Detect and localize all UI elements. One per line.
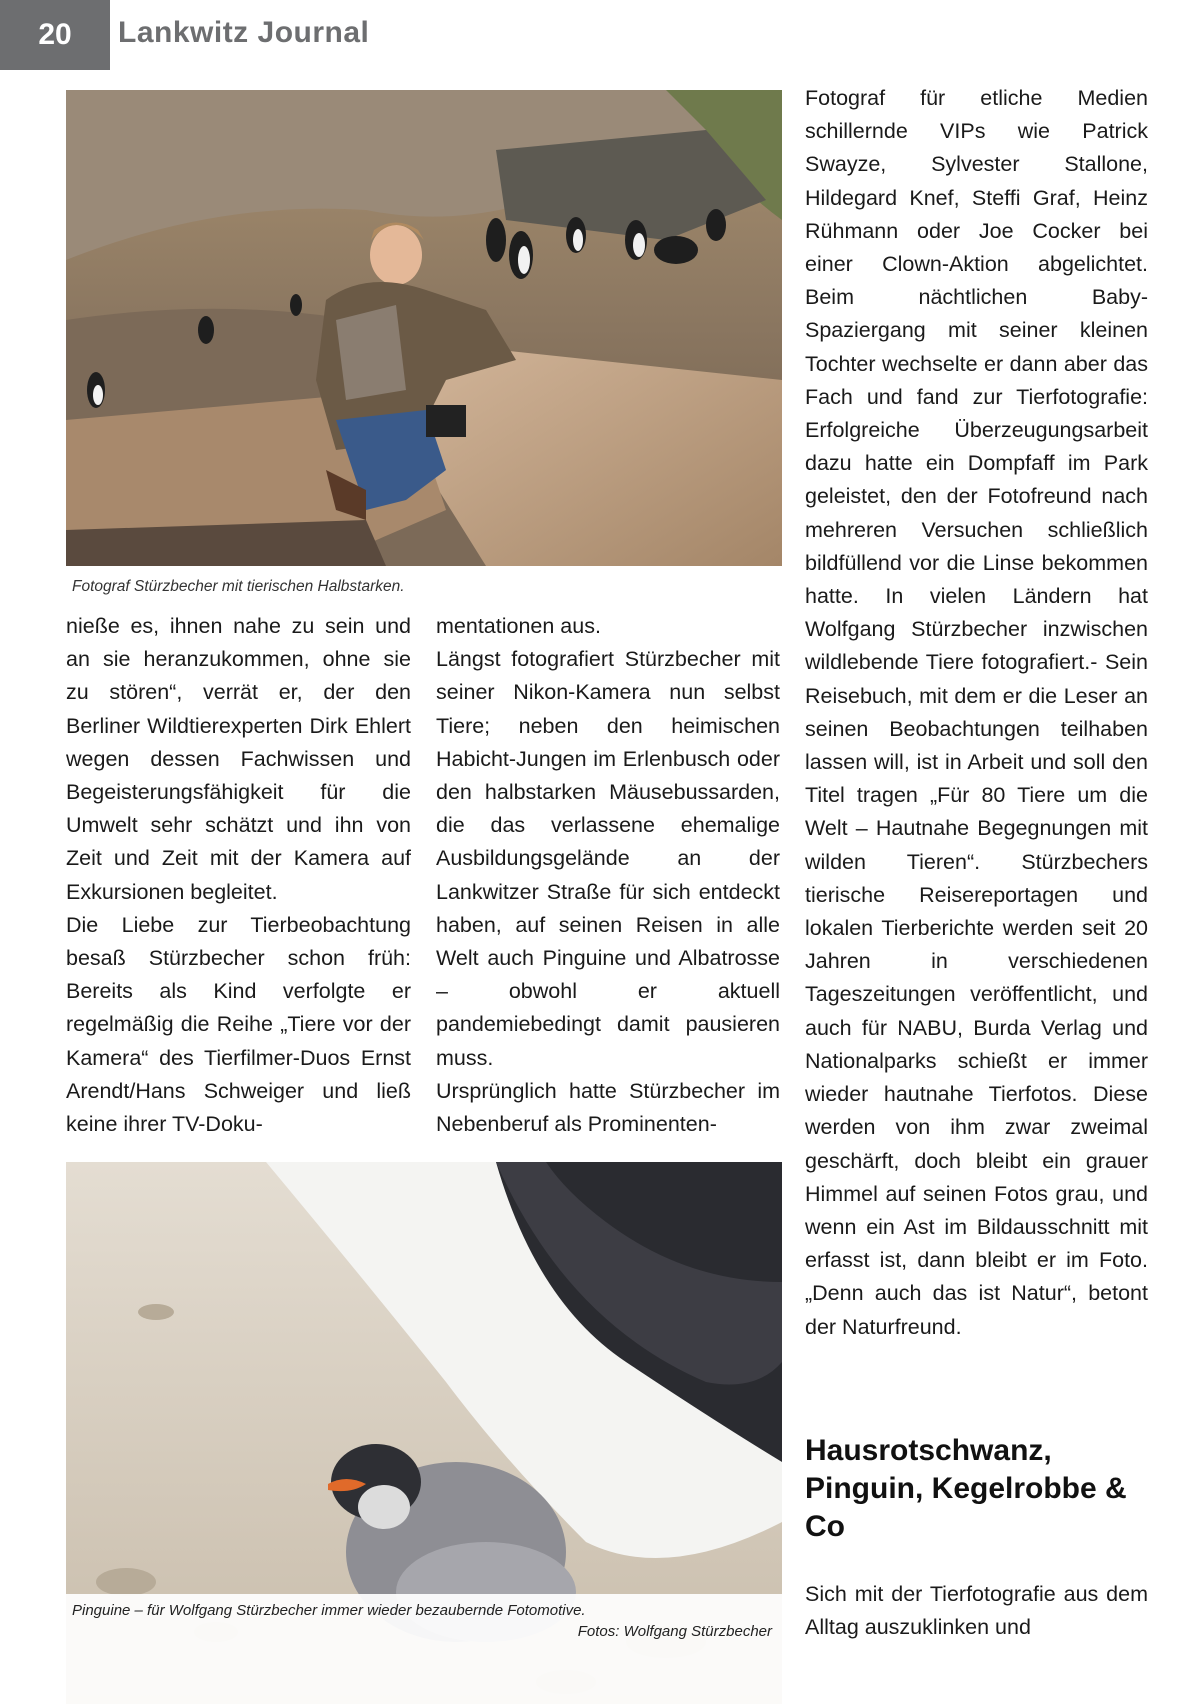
- photo2-caption: [72, 1602, 772, 1640]
- column2-paragraph-3: Ursprünglich hatte Stürzbecher im Nebenberuf als Prominenten-: [436, 1078, 780, 1137]
- photographer-with-penguins-photo: [66, 90, 782, 566]
- photo1-caption: Fotograf Stürzbecher mit tierischen Halbstarken.: [72, 578, 405, 595]
- article-column-3: [805, 82, 1148, 1344]
- column2-paragraph-1: mentationen aus.: [436, 614, 601, 638]
- photo2-caption-text: Pinguine – für Wolfgang Stürzbecher immer wieder bezaubernde Fotomotive.: [72, 1602, 586, 1619]
- column3-paragraph-2: Sich mit der Tierfotografie aus dem Alltag auszuklinken und: [805, 1582, 1148, 1640]
- journal-title: Lankwitz Journal: [118, 16, 370, 49]
- section-heading: Hausrotschwanz, Pinguin, Kegelrobbe & Co: [805, 1434, 1127, 1543]
- column3-paragraph-1: Fotograf für etliche Medien schillernde VIPs wie Patrick Swayze, Sylvester Stallone, Hildegard Knef, Steffi Graf, Heinz Rühmann oder Joe Cocker bei einer Clown-Aktion abgelichtet. Beim nächtlichen Baby-Spaziergang mit seiner kleinen Tochter wechselte er dann aber das Fach und fand zur Tierfotografie: Erfolgreiche Überzeugungsarbeit dazu hatte ein Dompfaff im Park geleistet, den der Fotofreund nach mehreren Versuchen schließlich bildfüllend vor die Linse bekommen hatte. In vielen Ländern hat Wolfgang Stürzbecher inzwischen wildlebende Tiere fotografiert.- Sein Reisebuch, mit dem er die Leser an seinen Beobachtungen teilhaben lassen will, ist in Arbeit und soll den Titel tragen „Für 80 Tiere um die Welt – Hautnahe Begegnungen mit wilden Tieren“. Stürzbechers tierische Reisereportagen und lokalen Tierberichte werden seit 20 Jahren in verschiedenen Tageszeitungen veröffentlicht, und auch für NABU, Burda Verlag und Nationalparks schießt er immer wieder hautnahe Tierfotos. Diese werden von ihm zwar zweimal geschärft, doch bleibt ein grauer Himmel auf seinen Fotos grau, und wenn ein Ast im Bildausschnitt mit erfasst ist, dann bleibt er im Foto. „Denn auch das ist Natur“, betont der Naturfreund.: [805, 86, 1148, 1339]
- column1-paragraph-1: nieße es, ihnen nahe zu sein und an sie heranzukommen, ohne sie zu stören“, verrät er, der den Berliner Wildtierexperten Dirk Ehlert wegen dessen Fachwissen und Begeisterungsfähigkeit für die Umwelt sehr schätzt und ihn von Zeit und Zeit mit der Kamera auf Exkursionen begleitet.: [66, 614, 411, 904]
- column1-paragraph-2: Die Liebe zur Tierbeobachtung besaß Stürzbecher schon früh: Bereits als Kind verfolgte er regelmäßig die Reihe „Tiere vor der Kamera“ des Tierfilmer-Duos Ernst Arendt/Hans Schweiger und ließ keine ihrer TV-Doku-: [66, 912, 411, 1137]
- article-column-2: [436, 610, 780, 1141]
- page-number: 20: [0, 0, 110, 70]
- article-column-1: [66, 610, 411, 1141]
- article-column-3-continued: [805, 1578, 1148, 1644]
- photo-credit: Fotos: Wolfgang Stürzbecher: [577, 1623, 772, 1640]
- column2-paragraph-2: Längst fotografiert Stürzbecher mit seiner Nikon-Kamera nun selbst Tiere; neben den heimischen Habicht-Jungen im Erlenbusch oder den halbstarken Mäusebussarden, die das verlassene ehemalige Ausbildungsgelände an der Lankwitzer Straße für sich entdeckt haben, auf seinen Reisen in alle Welt auch Pinguine und Albatrosse – obwohl er aktuell pandemiebedingt damit pausieren muss.: [436, 647, 780, 1070]
